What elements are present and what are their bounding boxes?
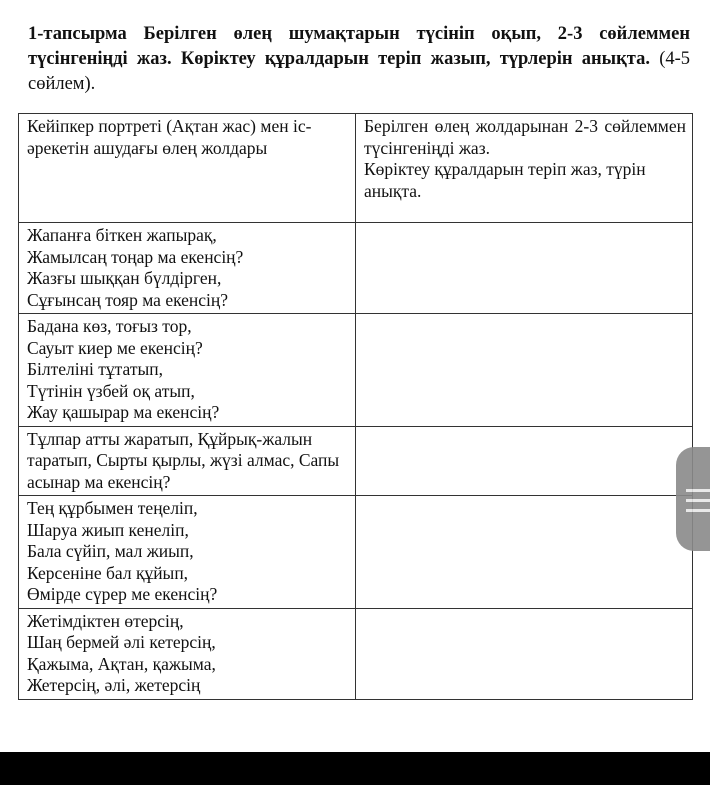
verse-cell [19,608,356,699]
table-row [19,608,693,699]
verse-line: Сауыт киер ме екенсің? [27,337,203,358]
verse-line: Қажыма, Ақтан, қажыма, [27,653,216,674]
verse-cell [19,426,356,496]
header-right-text-2: Көріктеу құралдарын теріп жаз, түрін анықта. [364,159,646,201]
header-left-cell [19,114,356,223]
verse-line: Шаруа жиып кенеліп, [27,519,189,540]
answer-cell[interactable] [356,314,693,427]
verse-line: Керсеніне бал құйып, [27,562,189,583]
answer-cell[interactable] [356,496,693,609]
verse-line: Жетерсің, әлі, жетерсің [27,675,201,695]
handle-grip-line [686,489,710,492]
table-row [19,496,693,609]
verse-line: Жетімдіктен өтерсің, [27,610,184,631]
verse-cell [19,496,356,609]
verse-line: Білтеліні тұтатып, [27,359,163,379]
table-header-row [19,114,693,223]
verse-line: Тұлпар атты жаратып, Құйрық-жалын таратып, Сырты қырлы, жүзі алмас, Сапы асынар ма екенсің? [27,428,340,492]
table-row [19,223,693,314]
verse-line: Сұғынсаң тояр ма екенсің? [27,289,229,310]
verse-line: Жау қашырар ма екенсің? [27,402,220,422]
header-left-text: Кейіпкер портреті (Ақтан жас) мен іс-әрекетін ашудағы өлең жолдары [27,116,312,158]
verse-line: Жазғы шыққан бүлдірген, [27,268,222,288]
task-instruction [28,22,690,97]
worksheet-table [18,113,693,700]
header-right-cell [356,114,693,223]
verse-line: Шаң бермей әлі кетерсің, [27,632,216,652]
verse-line: Жапанға біткен жапырақ, [27,225,217,245]
verse-line: Жамылсаң тоңар ма екенсің? [27,246,244,267]
handle-grip-line [686,509,710,512]
verse-line: Түтінін үзбей оқ атып, [27,380,195,401]
handle-grip-line [686,499,710,502]
answer-cell[interactable] [356,608,693,699]
bottom-black-bar [0,752,710,785]
header-right-text-1: Берілген өлең жолдарынан 2-3 сөйлеммен түсінгеніңді жаз. [364,116,686,158]
task-bold-text: 1-тапсырма Берілген өлең шумақтарын түсініп оқып, 2-3 сөйлеммен түсінгеніңді жаз. Көріктеу құралдарын теріп жазып, түрлерін анықта. [28,24,690,69]
task-sentence-count: (4-5 сөйлем). [28,49,691,94]
scroll-handle[interactable] [676,447,710,551]
verse-cell [19,223,356,314]
table-row [19,426,693,496]
verse-line: Тең құрбымен теңеліп, [27,498,198,518]
table-row [19,314,693,427]
answer-cell[interactable] [356,426,693,496]
verse-line: Өмірде сүрер ме екенсің? [27,584,218,604]
verse-line: Бала сүйіп, мал жиып, [27,541,194,561]
answer-cell[interactable] [356,223,693,314]
verse-line: Бадана көз, тоғыз тор, [27,316,192,336]
verse-cell [19,314,356,427]
